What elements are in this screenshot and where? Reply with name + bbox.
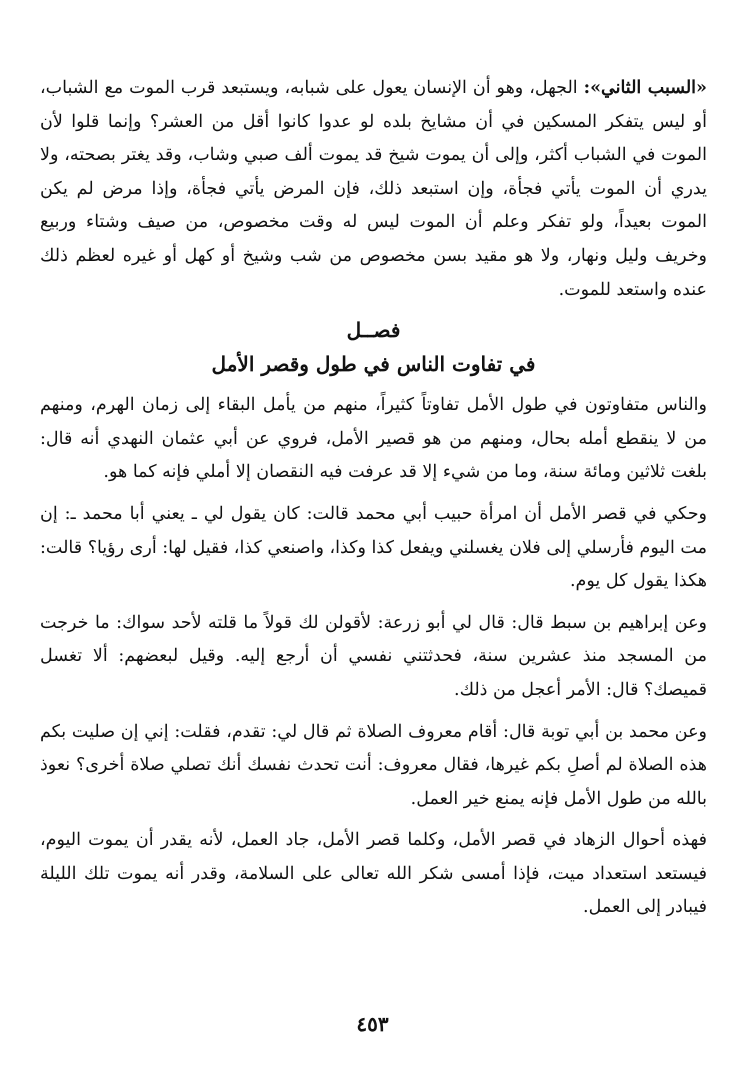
paragraph-3: وعن إبراهيم بن سبط قال: قال لي أبو زرعة: لأقولن لك قولاً ما قلته لأحد سواك: ما خرجت من المسجد منذ عشرين سنة، فحدثتني نفسي أن أرجع إليه. وقيل لبعضهم: ألا تغسل قميصك؟ قال: الأمر أعجل من ذلك. [40, 612, 707, 700]
section-title: في تفاوت الناس في طول وقصر الأمل [211, 352, 536, 377]
paragraph-2: وحكي في قصر الأمل أن امرأة حبيب أبي محمد قالت: كان يقول لي ـ يعني أبا محمد ـ: إن مت اليوم فأرسلي إلى فلان يغسلني ويفعل كذا وكذا، واصنعي كذا، فقيل لها: أرى رؤيا؟ قالت: هكذا يقول كل يوم. [40, 503, 707, 592]
intro-lead: «السبب الثاني»: [583, 78, 707, 98]
page-number: ٤٥٣ [356, 1012, 389, 1036]
paragraph-5: فهذه أحوال الزهاد في قصر الأمل، وكلما قصر الأمل، جاد العمل، لأنه يقدر أن يموت اليوم، فيستعد استعداد ميت، فإذا أمسى شكر الله تعالى على السلامة، وقدر أنه يموت تلك الليلة فيبادر إلى العمل. [40, 830, 707, 918]
intro-paragraph [40, 72, 707, 307]
section-label: فصــل [346, 318, 401, 343]
paragraph-1: والناس متفاوتون في طول الأمل تفاوتاً كثيراً، منهم من يأمل البقاء إلى زمان الهرم، ومنهم من لا ينقطع أمله بحال، ومنهم من هو قصير الأمل، فروي عن أبي عثمان النهدي أنه قال: بلغت ثلاثين ومائة سنة، وما من شيء إلا قد عرفت فيه النقصان إلا أملي فإنه كما هو. [40, 395, 707, 483]
paragraph-4: وعن محمد بن أبي توبة قال: أقام معروف الصلاة ثم قال لي: تقدم، فقلت: إني إن صليت بكم هذه الصلاة لم أصلِ بكم غيرها، فقال معروف: أنت تحدث نفسك أنك تصلي صلاة أخرى؟ نعوذ بالله من طول الأمل فإنه يمنع خير العمل. [40, 721, 707, 809]
intro-text: الجهل، وهو أن الإنسان يعول على شبابه، ويستبعد قرب الموت مع الشباب، أو ليس يتفكر المسكين في أن مشايخ بلده لو عدوا كانوا أقل من العشر؟ وإنما قلوا لأن الموت في الشباب أكثر، وإلى أن يموت شيخ قد يموت ألف صبي وشاب، وقد يغتر بصحته، ولا يدري أن الموت يأتي فجأة، وإن استبعد ذلك، فإن المرض يأتي فجأة، وإذا مرض لم يكن الموت بعيداً، ولو تفكر وعلم أن الموت ليس له وقت مخصوص، من صيف وشتاء وربيع وخريف وليل ونهار، ولا هو مقيد بسن مخصوص من شب وشيخ أو كهل أو غيره لعظم ذلك عنده واستعد للموت. [40, 78, 707, 300]
